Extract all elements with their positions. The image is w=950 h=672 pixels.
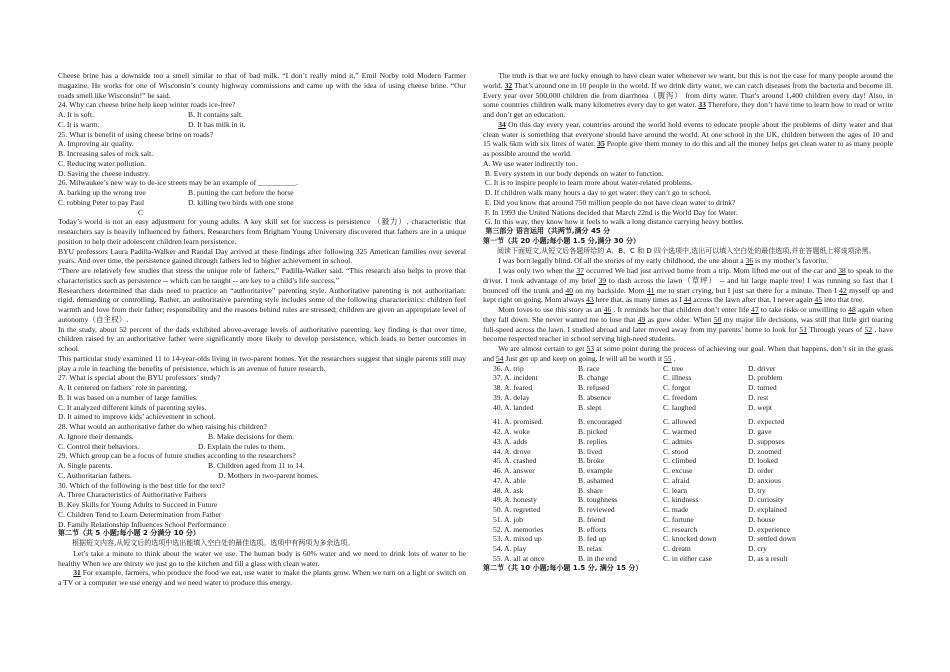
q25-option-d: D. Saving the cheese industry. bbox=[58, 168, 150, 178]
cloze-option-a: 49. A. honesty bbox=[493, 495, 537, 505]
cloze-option-b: B. absence bbox=[578, 392, 611, 402]
cloze-option-a: 52. A. memories bbox=[493, 524, 544, 534]
blank-31: 31 bbox=[73, 568, 81, 578]
cloze-option-c: C. forgot bbox=[663, 383, 691, 392]
blank-44: 44 bbox=[683, 295, 692, 305]
cloze-text: . It reminds her that children don’t enter life bbox=[611, 305, 752, 314]
q28-option-a: A. Ignore their demands. bbox=[58, 431, 134, 441]
cloze-option-b: B. fed up bbox=[578, 534, 607, 544]
cloze-option-row bbox=[493, 544, 796, 554]
cloze-options-table-1 bbox=[493, 364, 783, 413]
cloze-option-b: B. picked bbox=[578, 427, 608, 436]
section2-heading: 第二节（共 5 小题;每小题 2 分满分 10 分） bbox=[58, 529, 200, 538]
cloze-option-c: C. tree bbox=[663, 363, 684, 373]
q25-option-c: C. Reducing water pollution. bbox=[58, 158, 146, 168]
blank-47: 47 bbox=[751, 305, 759, 314]
blank-51: 51 bbox=[799, 324, 807, 334]
q25-stem: 25. What is benefit of using cheese brine on roads? bbox=[58, 129, 214, 139]
blank-41: 41 bbox=[646, 285, 655, 295]
cloze-option-d: D. order bbox=[748, 466, 774, 475]
water-paragraph-3 bbox=[483, 71, 893, 120]
cloze-text: . bbox=[671, 353, 676, 363]
q26-option-a: A. barking up the wrong tree bbox=[58, 188, 146, 197]
cloze-option-c: C. excuse bbox=[663, 466, 693, 475]
cloze-option-a: 55. A. all at once bbox=[493, 553, 545, 563]
q27-option-b: B. It was based on a number of large families. bbox=[58, 392, 198, 402]
q26-stem: 26. Milwaukee’s new way to de-ice streets may be an example of __________. bbox=[58, 178, 298, 188]
q30-stem: 30. Which of the following is the best title for the text? bbox=[58, 480, 225, 490]
cloze-option-c: C. research bbox=[663, 524, 698, 534]
cloze-option-row bbox=[493, 534, 796, 544]
blank-54: 54 bbox=[495, 353, 504, 363]
cloze-option-c: C. warmed bbox=[663, 427, 697, 436]
cloze-option-c: C. knocked down bbox=[663, 534, 717, 544]
cloze-option-b: B. example bbox=[578, 466, 613, 475]
cloze-option-c: C. climbed bbox=[663, 456, 697, 466]
cloze-option-row bbox=[493, 447, 796, 457]
water-option-f: F. In 1993 the United Nations decided that March 22nd is the World Day for Water. bbox=[483, 207, 738, 217]
q27-option-c: C. It analyzed different kinds of parenting styles. bbox=[58, 402, 207, 412]
cloze-option-a: 36. A. trip bbox=[493, 363, 524, 373]
cloze-option-d: D. curiosity bbox=[748, 495, 784, 505]
blank-48: 48 bbox=[848, 305, 856, 314]
cloze-option-row bbox=[493, 364, 783, 374]
q26-option-c: C. robbing Peter to pay Paul bbox=[58, 197, 145, 207]
cloze-option-b: B. lived bbox=[578, 446, 603, 456]
q29-option-c: C. Authoritarian fathers. bbox=[58, 470, 132, 480]
blank-37: 37 bbox=[576, 266, 584, 275]
cloze-text: to take risks or unwilling to bbox=[758, 305, 849, 314]
cloze-text: to dash across the lawn（草坪） -- and hit large maple tree! I was running so fast that I bounced off the trunk and bbox=[483, 275, 893, 295]
water-option-d: D. If children walk many hours a day to get water: they can’t go to school. bbox=[483, 188, 712, 197]
cloze-option-row bbox=[493, 393, 783, 403]
cloze-option-b: B. race bbox=[578, 363, 600, 373]
q24-option-b: B. It contains salt. bbox=[188, 110, 244, 119]
water-option-a: A. We use water indirectly too. bbox=[483, 158, 578, 168]
cheese-paragraph: Cheese brine has a downside too a smell similar to that of bad milk. “I don’t really mind it,” Emil Norby told Modern Farmer magazine. He works for one of Wisconsin’s county highway commissions and came up with the idea of using cheese brine. “Our roads smell like Wisconsin!” he said. bbox=[58, 71, 466, 100]
cloze-option-row bbox=[493, 383, 783, 393]
section-c-label: C bbox=[138, 207, 144, 217]
cloze-option-d: D. anxious bbox=[748, 475, 781, 485]
q29-option-a: A. Single parents. bbox=[58, 461, 113, 470]
cloze-text: Through years of bbox=[807, 324, 865, 334]
cloze-text: Just get up and keep on going. It will all be worth it bbox=[503, 353, 664, 363]
cloze-option-d: D. expected bbox=[748, 417, 785, 427]
passage-c-p3: “There are relatively few studies that stress the unique role of fathers,” Padilla-Walker said. “This research also helps to prove that characteristics such as persistence -- which can be taught -- are key to a child’s life success.” bbox=[58, 266, 466, 285]
blank-53: 53 bbox=[586, 344, 595, 353]
q29-option-d: D. Mothers in two-parent homes. bbox=[218, 470, 319, 480]
cloze-option-d: D. zoomed bbox=[748, 446, 782, 456]
q28-option-d: D. Explain the rules to them. bbox=[198, 441, 286, 451]
cloze-option-a: 40. A. landed bbox=[493, 402, 534, 412]
q25-option-a: A. Improving air quality. bbox=[58, 139, 134, 149]
water-paragraph-4 bbox=[483, 120, 893, 159]
blank-46: 46 bbox=[603, 305, 612, 314]
blank-55: 55 bbox=[663, 353, 672, 363]
cloze-option-b: B. refused bbox=[578, 383, 610, 392]
cloze-paragraph-3 bbox=[483, 305, 893, 344]
water-paragraph-2-text: For example, farmers, who produce the food we eat, use water to make the plants grow. When we turn on a light or switch on a TV or a computer we use energy and we need water to produce this energy. bbox=[58, 568, 466, 587]
q24-option-a: A. It is soft. bbox=[58, 110, 95, 119]
cloze-option-row bbox=[493, 466, 796, 476]
part3-section1-heading: 第一节（共 20 小题;每小题 1.5 分,满分 30 分） bbox=[483, 236, 640, 245]
cloze-option-b: B. friend bbox=[578, 514, 605, 524]
cloze-option-d: D. experience bbox=[748, 524, 791, 534]
cloze-option-d: D. driver bbox=[748, 363, 776, 373]
q27-option-d: D. It aimed to improve kids’ achievement in school. bbox=[58, 412, 216, 422]
cloze-text: is my mother’s favorite. bbox=[753, 256, 828, 266]
cloze-option-a: 43. A. adds bbox=[493, 436, 528, 446]
cloze-option-a: 39. A. delay bbox=[493, 392, 530, 402]
cloze-option-d: D. house bbox=[748, 514, 775, 524]
cloze-option-c: C. afraid bbox=[663, 475, 690, 485]
cloze-option-a: 46. A. answer bbox=[493, 466, 535, 475]
blank-50: 50 bbox=[713, 314, 722, 324]
cloze-paragraph-4 bbox=[483, 344, 893, 364]
cloze-option-d: D. wept bbox=[748, 402, 773, 412]
cloze-option-b: B. broke bbox=[578, 456, 605, 466]
cloze-option-a: 47. A. able bbox=[493, 475, 526, 485]
q26-options-row2 bbox=[58, 198, 466, 208]
water-option-c: C. It is to inspire people to learn more about water-related problems. bbox=[483, 178, 693, 188]
cloze-option-b: B. in the end bbox=[578, 553, 617, 563]
cloze-option-b: B. efforts bbox=[578, 524, 607, 534]
blank-38: 38 bbox=[838, 266, 846, 275]
water-option-e: E. Did you know that around 750 million people do not have clean water to drink? bbox=[483, 197, 736, 207]
q30-option-a: A. Three Characteristics of Authoritative Fathers bbox=[58, 490, 207, 500]
cloze-option-a: 37. A. incident bbox=[493, 373, 538, 383]
q29-stem: 29. Which group can be a focus of future studies according to the researchers? bbox=[58, 451, 296, 461]
passage-c-p4: Researchers determined that dads need to practice an “authoritative” parenting style. Authoritative parenting is not authoritarian: rigid, demanding or controlling. Rather, an authoritative parenting style includes some of the following characteristics: children feel warmth and love from their father; responsibility and the reasons behind rules are stressed; children are given an appropriate level of autonomy（自主权）. bbox=[58, 285, 466, 324]
cloze-option-row bbox=[493, 476, 796, 486]
cloze-option-row bbox=[493, 554, 796, 564]
cloze-text: here that, as many times as I bbox=[593, 295, 684, 305]
cloze-option-c: C. stood bbox=[663, 446, 689, 456]
blank-52: 52 bbox=[864, 324, 873, 334]
right-column bbox=[483, 71, 893, 573]
passage-c-p1: Today’s world is not an easy adjustment for young adults. A key skill set for success is persistence （毅力）, characteristic that researchers say is heavily influenced by fathers. Researchers from Brigham Young University discovered that fathers are in a unique position to help their adolescent children learn persistence. bbox=[58, 217, 466, 246]
q30-option-d: D. Family Relationship Influences School Performance bbox=[58, 519, 227, 529]
cloze-option-row bbox=[493, 486, 796, 496]
cloze-option-d: D. problem bbox=[748, 373, 783, 383]
cloze-paragraph-1 bbox=[483, 256, 893, 266]
cloze-option-b: B. change bbox=[578, 373, 609, 383]
cloze-option-a: 41. A. promised. bbox=[493, 417, 544, 427]
cloze-option-row bbox=[493, 495, 796, 505]
cloze-text: again when they fall down. She never wanted me to lose that bbox=[483, 305, 893, 324]
cloze-option-c: C. laughed bbox=[663, 402, 696, 412]
cloze-option-c: C. kindness bbox=[663, 495, 699, 505]
blank-34: 34 bbox=[498, 119, 506, 129]
cloze-option-c: C. learn bbox=[663, 485, 688, 495]
q24-option-d: D. It has milk in it. bbox=[188, 119, 246, 129]
cloze-option-row bbox=[493, 403, 783, 413]
passage-c-p2: BYU professors Laura Padilla-Walker and Randal Day arrived at these findings after following 325 American families over several years. And over time, the persistence gained through fathers led to higher achievement in school. bbox=[58, 246, 466, 266]
q28-options-row2 bbox=[58, 442, 466, 452]
cloze-option-row bbox=[493, 437, 796, 447]
section2-instruction: 根据短文内容,从短文后的选项中选出能填入空白处的最佳选项。选项中有两项为多余选项。 bbox=[72, 539, 355, 547]
water-paragraph-2 bbox=[58, 568, 466, 588]
cloze-option-d: D. turned bbox=[748, 383, 777, 392]
part3-section2-heading: 第二节（共 10 小题;每小题 1.5 分, 满分 15 分） bbox=[483, 563, 643, 572]
cloze-option-d: D. cry bbox=[748, 544, 767, 553]
cloze-text: at some point during the process of achieving our goal. When that happens, don’t sit in the grass and bbox=[483, 344, 893, 363]
q24-option-c: C. It is warm. bbox=[58, 119, 100, 129]
cloze-option-a: 42. A. woke bbox=[493, 427, 530, 436]
cloze-option-a: 48. A. ask bbox=[493, 485, 524, 495]
cloze-option-c: C. admits bbox=[663, 436, 693, 446]
cloze-option-a: 45. A. crashed bbox=[493, 456, 537, 466]
cloze-option-c: C. allowed bbox=[663, 417, 696, 427]
cloze-option-b: B. relax bbox=[578, 544, 603, 553]
cloze-text: me to start crying, but I just sat there for a minute. Then I bbox=[654, 285, 840, 295]
blank-36: 36 bbox=[745, 256, 754, 266]
water-p4-text-b: People give them money to do this and all the money helps get clean water to as many people as possible around the world. bbox=[483, 139, 893, 158]
cloze-text: to speak to the driver. I took advantage of my brief bbox=[483, 266, 893, 285]
part3-instruction: 阅读下面短文,从短文后各题所给的 A、B、C 和 D 四个选项中,选出可以填入空白处的最佳选项,并在答题纸上将该项涂黑。 bbox=[497, 246, 876, 255]
cloze-text: Mom loves to use this story as an bbox=[498, 305, 604, 314]
cloze-option-d: D. as a result bbox=[748, 553, 788, 563]
left-column bbox=[58, 71, 466, 588]
cloze-option-b: B. toughness bbox=[578, 495, 618, 505]
cloze-option-c: C. dream bbox=[663, 544, 691, 553]
q29-options-row2 bbox=[58, 471, 466, 481]
cloze-option-c: C. illness bbox=[663, 373, 692, 383]
q28-option-c: C. Control their behaviors. bbox=[58, 441, 140, 451]
cloze-option-d: D. supposes bbox=[748, 436, 785, 446]
q26-option-b: B. putting the cart before the horse bbox=[188, 188, 294, 197]
cloze-text: , have become respected teacher in school serving high-need students. bbox=[483, 324, 893, 344]
water-option-g: G. In this way, they know how it feels to walk a long distance carrying heavy bottles. bbox=[483, 217, 744, 227]
cloze-option-row bbox=[493, 373, 783, 383]
cloze-text: my major life decisions, was still that little girl tearing full-speed across the lawn. I studied abroad and later moved away from my parents’ home to look for bbox=[483, 314, 893, 334]
q27-option-a: A. It centered on fathers’ role in parenting. bbox=[58, 383, 188, 392]
blank-43: 43 bbox=[586, 295, 594, 305]
cloze-option-d: D. looked bbox=[748, 456, 778, 466]
cloze-option-b: B. encouraged bbox=[578, 417, 622, 427]
cloze-text: across the lawn after that, I never again bbox=[691, 295, 815, 305]
cloze-option-b: B. share bbox=[578, 485, 603, 495]
q29-option-b: B. Children aged from 11 to 14. bbox=[208, 461, 305, 470]
cloze-option-a: 44. A. drove bbox=[493, 446, 531, 456]
water-p4-text-a: On this day every year, countries around the world hold events to educate people about the problems of dirty water and that clean water is something that everyone should have around the world. At one school in the UK, children between the ages of 10 and 15 walk 6km with six litres of water. bbox=[483, 119, 893, 149]
part3-heading: 第三部分 语言运用（共两节,满分 45 分 bbox=[483, 227, 611, 235]
cloze-option-b: B. reviewed bbox=[578, 505, 615, 514]
cloze-option-b: B. ashamed bbox=[578, 475, 614, 485]
blank-49: 49 bbox=[637, 314, 646, 324]
water-paragraph-1: Let’s take a minute to think about the water we use. The human body is 60% water and we need to drink lots of water to be healthy When we are thirsty we just go to the kitchen and fill a glass with clean water. bbox=[58, 548, 466, 568]
q30-option-b: B. Key Skills for Young Adults to Succeed in Future bbox=[58, 500, 218, 509]
q29-options-row1 bbox=[58, 461, 466, 471]
cloze-option-a: 50. A. regretted bbox=[493, 505, 541, 514]
q26-options-row1 bbox=[58, 188, 466, 198]
q26-option-d: D. killing two birds with one stone bbox=[188, 197, 294, 207]
cloze-option-row bbox=[493, 505, 796, 515]
q24-options-row2 bbox=[58, 120, 466, 130]
cloze-text: occurred We had just arrived home from a trip. Mom lifted me out of the car and bbox=[583, 266, 839, 275]
cloze-text: on my backside. Mom bbox=[573, 285, 647, 295]
cloze-options-table-2 bbox=[493, 417, 796, 563]
cloze-option-d: D. settled down bbox=[748, 534, 796, 544]
q24-stem: 24. Why can cheese brine help keep winter roads ice-free? bbox=[58, 100, 236, 110]
blank-33: 33 bbox=[698, 100, 706, 110]
cloze-option-row bbox=[493, 525, 796, 535]
q28-options-row1 bbox=[58, 432, 466, 442]
blank-39: 39 bbox=[598, 275, 607, 285]
cloze-option-d: D. gave bbox=[748, 427, 772, 436]
blank-40: 40 bbox=[565, 285, 573, 295]
cloze-option-a: 51. A. job bbox=[493, 514, 523, 524]
q25-option-b: B. Increasing sales of rock salt. bbox=[58, 149, 154, 158]
blank-42: 42 bbox=[839, 285, 847, 295]
water-p3-text-b: That’s around one in 10 people in the world. If we drink dirty water, we can catch diseases from the bacteria and become ill. Every year over 500,000 children die from diarrhoea（腹泻） from dirty water. That’s around 1,400 children every day! Also, in some countries children walk many kilometres every day to get water. bbox=[483, 80, 893, 110]
passage-c-p5: In the study, about 52 percent of the dads exhibited above-average levels of authoritative parenting. key finding is that over time, children raised by an authoritative father were significantly more likely to develop persistence, which leads to better outcomes in school. bbox=[58, 324, 466, 353]
cloze-option-d: D. try bbox=[748, 485, 766, 495]
water-option-b: B. Every system in our body depends on water to function. bbox=[483, 168, 664, 178]
cloze-option-c: C. in either case bbox=[663, 553, 712, 563]
blank-35: 35 bbox=[597, 139, 605, 149]
cloze-option-row bbox=[493, 427, 796, 437]
cloze-text: I was only two when the bbox=[498, 266, 577, 275]
passage-c-p6: This particular study examined 11 to 14-year-olds living in two-parent homes. Yet the researchers suggest that single parents still may play a role in teaching the benefits of persistence, which is an avenue of future research. bbox=[58, 353, 466, 373]
q30-option-c: C. Children Tend to Learn Determination from Father bbox=[58, 509, 222, 519]
cloze-text: We are almost certain to get bbox=[498, 344, 587, 353]
cloze-option-c: C. made bbox=[663, 505, 689, 514]
water-p3-text-a: The truth is that we are lucky enough to have clean water whenever we want, but this is not the case for many people around the world. bbox=[483, 71, 893, 90]
blank-32: 32 bbox=[504, 80, 513, 90]
cloze-option-b: B. slept bbox=[578, 402, 602, 412]
cloze-option-c: C. freedom bbox=[663, 392, 698, 402]
cloze-option-b: B. replies bbox=[578, 436, 608, 446]
cloze-option-row bbox=[493, 417, 796, 427]
q28-option-b: B. Make decisions for them. bbox=[208, 431, 295, 441]
cloze-paragraph-2 bbox=[483, 266, 893, 305]
cloze-option-d: D. explained bbox=[748, 505, 787, 514]
cloze-option-a: 53. A. mixed up bbox=[493, 534, 542, 544]
cloze-option-row bbox=[493, 456, 796, 466]
cloze-option-a: 54. A. play bbox=[493, 544, 527, 553]
water-p3-text-c: Therefore, they don’t have time to learn how to read or write and don’t get an education. bbox=[483, 100, 893, 119]
cloze-text: myself up and kept right on going. Mom always bbox=[483, 285, 894, 305]
cloze-option-row bbox=[493, 515, 796, 525]
cloze-text: as grew older. When bbox=[645, 314, 714, 324]
cloze-text: into that tree. bbox=[822, 295, 865, 305]
q24-options-row1 bbox=[58, 110, 466, 120]
cloze-option-a: 38. A. feared bbox=[493, 383, 533, 392]
q28-stem: 28. What would an authoritative father do when raising his children? bbox=[58, 422, 267, 431]
cloze-text: I was born legally blind. Of all the stories of my early childhood, the one about a bbox=[498, 256, 746, 266]
cloze-option-d: D. rest bbox=[748, 392, 769, 402]
blank-45: 45 bbox=[814, 295, 823, 305]
q27-stem: 27. What is special about the BYU professors’ study? bbox=[58, 373, 221, 383]
cloze-option-c: C. fortune bbox=[663, 514, 694, 524]
